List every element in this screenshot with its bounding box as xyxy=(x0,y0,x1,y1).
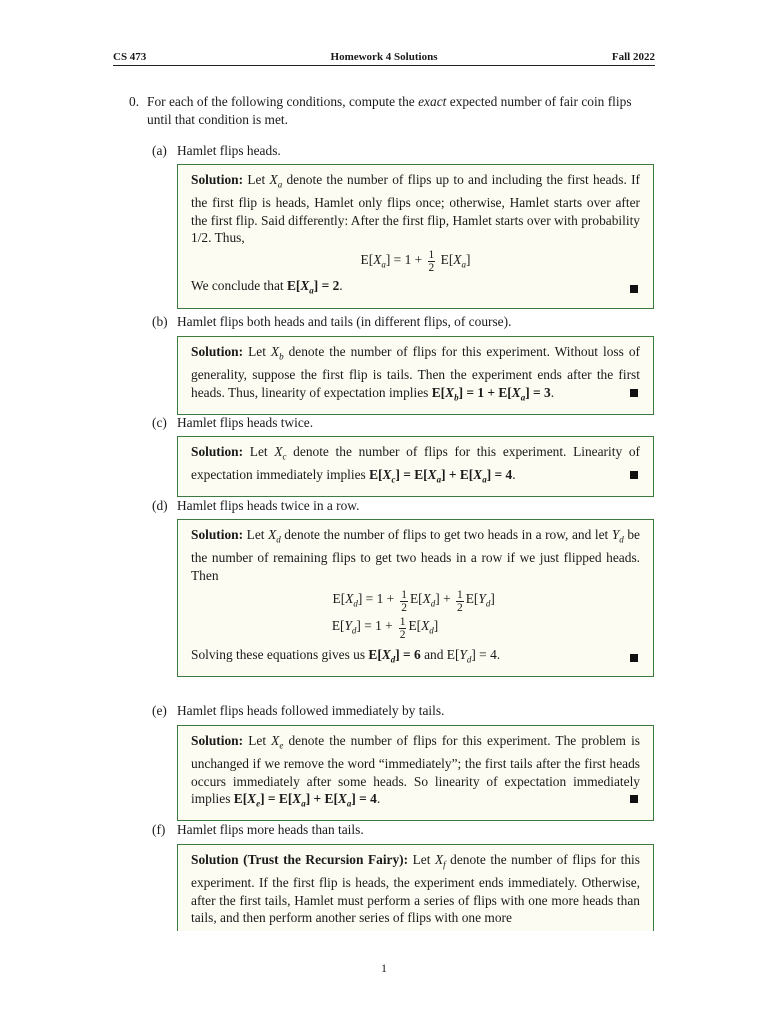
page-number: 1 xyxy=(381,961,387,975)
part-e-prompt: (e) Hamlet flips heads followed immediately by tails. xyxy=(152,703,445,718)
part-c-prompt: (c) Hamlet flips heads twice. xyxy=(152,415,314,430)
problem-text: For each of the following conditions, compute the exact expected number of fair coin flips until that condition is met. xyxy=(147,94,632,127)
part-d-prompt: (d) Hamlet flips heads twice in a row. xyxy=(152,498,360,513)
part-b-solution: Solution: Let $X_b$ denote the number of flips for this experiment. Without loss of generality, suppose the first flip is tails. Then the experiment ends after the first heads. Thus, linearity of expectation implies $E[X_b] = 1 + E[X_a] = 3$. xyxy=(177,336,654,415)
page-header xyxy=(113,49,655,66)
course-code: CS 473 xyxy=(113,51,147,63)
solution-label: Solution: xyxy=(191,444,244,459)
conclusion: We conclude that $E[X_a] = 2$. xyxy=(191,277,640,300)
problem-number: 0. xyxy=(129,94,140,109)
equation: $E[X_d] = 1$ + $\frac{1}{2}$ $E[X_d]$ + $\frac{1}{2}$ $E[Y_d]$ xyxy=(332,589,495,615)
part-f-solution: Solution (Trust the Recursion Fairy): Let $X_f$ denote the number of flips for this experiment. If the first flip is heads, the experiment ends immediately. Otherwise, after the first tails, Hamlet must perform a series of flips with one more heads than tails, and then perform another series of flips with one more xyxy=(177,844,654,931)
qed-square-icon xyxy=(630,285,638,293)
part-a-prompt: (a) Hamlet flips heads. xyxy=(152,143,281,158)
qed-square-icon xyxy=(630,389,638,397)
part-f-prompt: (f) Hamlet flips more heads than tails. xyxy=(152,822,364,837)
document-title: Homework 4 Solutions xyxy=(330,51,438,63)
part-c-solution: Solution: Let $X_c$ denote the number of flips for this experiment. Linearity of expectation immediately implies $E[X_c] = E[X_a] + E[X_a] = 4$. xyxy=(177,436,654,497)
part-e-solution: Solution: Let $X_e$ denote the number of flips for this experiment. The problem is unchanged if we remove the word “immediately”; the first tails after the first heads occurs immediately after some heads. So linearity of expectation immediately implies $E[X_e] = E[X_a] + E[X_a] = 4$. xyxy=(177,725,654,821)
solution-label: Solution: xyxy=(191,172,244,187)
part-a-solution: Solution: Let $X_a$ denote the number of flips up to and including the first heads. If the first flip is heads, Hamlet only flips once; otherwise, Hamlet starts over after the first flip. Said differently: After the first flip, Hamlet starts over with probability 1/2. Thus, $E[X_a] = 1$ + $\frac{1}{2}$ $E[X_a]$ We conclude that $E[X_a] = 2$. xyxy=(177,164,654,309)
qed-square-icon xyxy=(630,654,638,662)
qed-square-icon xyxy=(630,471,638,479)
solution-label: Solution (Trust the Recursion Fairy): xyxy=(191,852,409,867)
solution-label: Solution: xyxy=(191,733,244,748)
part-d-solution: Solution: Let $X_d$ denote the number of flips to get two heads in a row, and let $Y_d$ be the number of remaining flips to get two heads in a row if we just flipped heads. Then $E[X_d] = 1$ + $\frac{1}{2}$ $E[X_d]$ + $\frac{1}{2}$ $E[Y_d]$ $E[Y_d] = 1$ + $\frac{1}{2}$ $E[X_d]$ Solving these equations gives us $E[X_d] = 6$ and $E[Y_d] = 4$. xyxy=(177,519,654,677)
conclusion: Solving these equations gives us $E[X_d] = 6$ and $E[Y_d] = 4$. xyxy=(191,646,640,669)
equation: $E[Y_d] = 1$ + $\frac{1}{2}$ $E[X_d]$ xyxy=(331,616,439,642)
equation: $E[X_a] = 1$ + $\frac{1}{2}$ $E[X_a]$ xyxy=(360,248,471,274)
solution-label: Solution: xyxy=(191,527,244,542)
part-b-prompt: (b) Hamlet flips both heads and tails (in different flips, of course). xyxy=(152,314,512,329)
equation-system xyxy=(191,589,640,641)
problem-statement xyxy=(129,93,656,128)
qed-square-icon xyxy=(630,795,638,803)
solution-label: Solution: xyxy=(191,344,244,359)
term: Fall 2022 xyxy=(611,51,655,63)
